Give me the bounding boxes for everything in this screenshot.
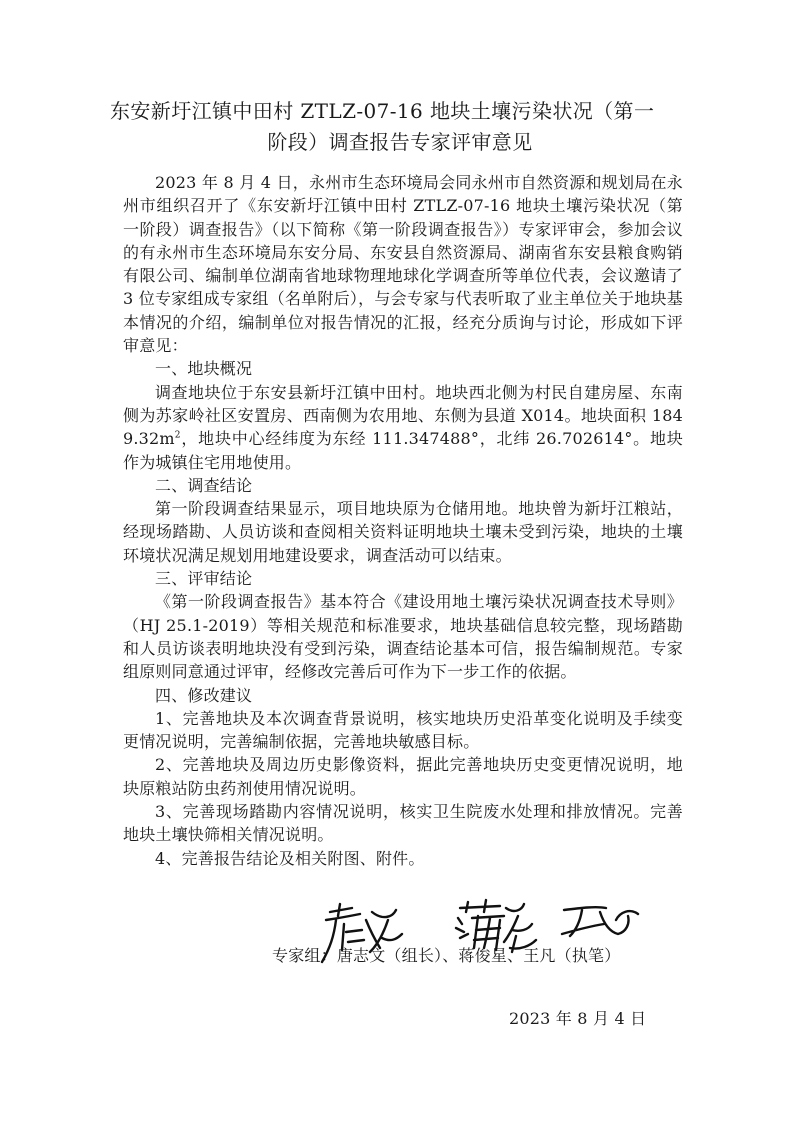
intro-paragraph: 2023 年 8 月 4 日，永州市生态环境局会同永州市自然资源和规划局在永州市组织召开了《东安新圩江镇中田村 ZTLZ-07-16 地块土壤污染状况（第一阶段）调查报告》（以下简称《第一阶段调查报告》）专家评审会，参加会议的有永州市生态环境局东安分局、东安县自然资源局、湖南省东安县粮食购销有限公司、编制单位湖南省地球物理地球化学调查所等单位代表，会议邀请了 3 位专家组成专家组（名单附后），与会专家与代表听取了业主单位关于地块基本情况的介绍，编制单位对报告情况的汇报，经充分质询与讨论，形成如下评审意见： — [123, 173, 683, 356]
title-line-2: 阶段）调查报告专家评审意见 — [267, 130, 533, 154]
suggestion-item-2: 2、完善地块及周边历史影像资料，据此完善地块历史变更情况说明，地块原粮站防虫药剂使用情况说明。 — [123, 755, 683, 798]
section-1-paragraph — [123, 381, 683, 474]
section-2-heading: 二、调查结论 — [155, 475, 253, 495]
expert-group-names: 唐志文（组长）、蒋俊星、王凡（执笔） — [336, 946, 621, 965]
suggestion-item-3: 3、完善现场踏勘内容情况说明，核实卫生院废水处理和排放情况。完善地块土壤快筛相关情况说明。 — [123, 802, 683, 845]
section-1-text-a: 调查地块位于东安县新圩江镇中田村。地块西北侧为村民自建房屋、东南侧为苏家岭社区安置房、西南侧为农用地、东侧为县道 X014。地块面积 1849.32m — [123, 382, 683, 449]
area-unit-superscript: 2 — [174, 430, 181, 441]
section-1-text-b: ，地块中心经纬度为东经 111.347488°，北纬 26.702614°。地块作为城镇住宅用地使用。 — [123, 429, 683, 472]
document-title — [110, 96, 690, 158]
document-date: 2023 年 8 月 4 日 — [509, 1009, 647, 1028]
section-3-heading: 三、评审结论 — [155, 569, 253, 589]
section-2-paragraph: 第一阶段调查结果显示，项目地块原为仓储用地。地块曾为新圩江粮站，经现场踏勘、人员访谈和查阅相关资料证明地块土壤未受到污染，地块的土壤环境状况满足规划用地建设要求，调查活动可以结束。 — [123, 499, 683, 565]
document-body — [123, 171, 683, 870]
signature-wang — [562, 907, 638, 936]
section-4-heading: 四、修改建议 — [155, 685, 253, 705]
suggestion-item-4: 4、完善报告结论及相关附图、附件。 — [155, 848, 425, 868]
expert-group-line — [272, 943, 620, 966]
suggestion-item-1: 1、完善地块及本次调查背景说明，核实地块历史沿革变化说明及手续变更情况说明，完善编制依据，完善地块敏感目标。 — [123, 708, 683, 752]
title-line-1: 东安新圩江镇中田村 ZTLZ-07-16 地块土壤污染状况（第一 — [110, 99, 655, 123]
expert-group-label: 专家组： — [272, 946, 337, 965]
section-3-paragraph: 《第一阶段调查报告》基本符合《建设用地土壤污染状况调查技术导则》（HJ 25.1-2019）等相关规范和标准要求，地块基础信息较完整，现场踏勘和人员访谈表明地块没有受到污染，调查结论基本可信，报告编制规范。专家组原则同意通过评审，经修改完善后可作为下一步工作的依据。 — [123, 592, 683, 682]
section-1-heading: 一、地块概况 — [155, 359, 253, 379]
